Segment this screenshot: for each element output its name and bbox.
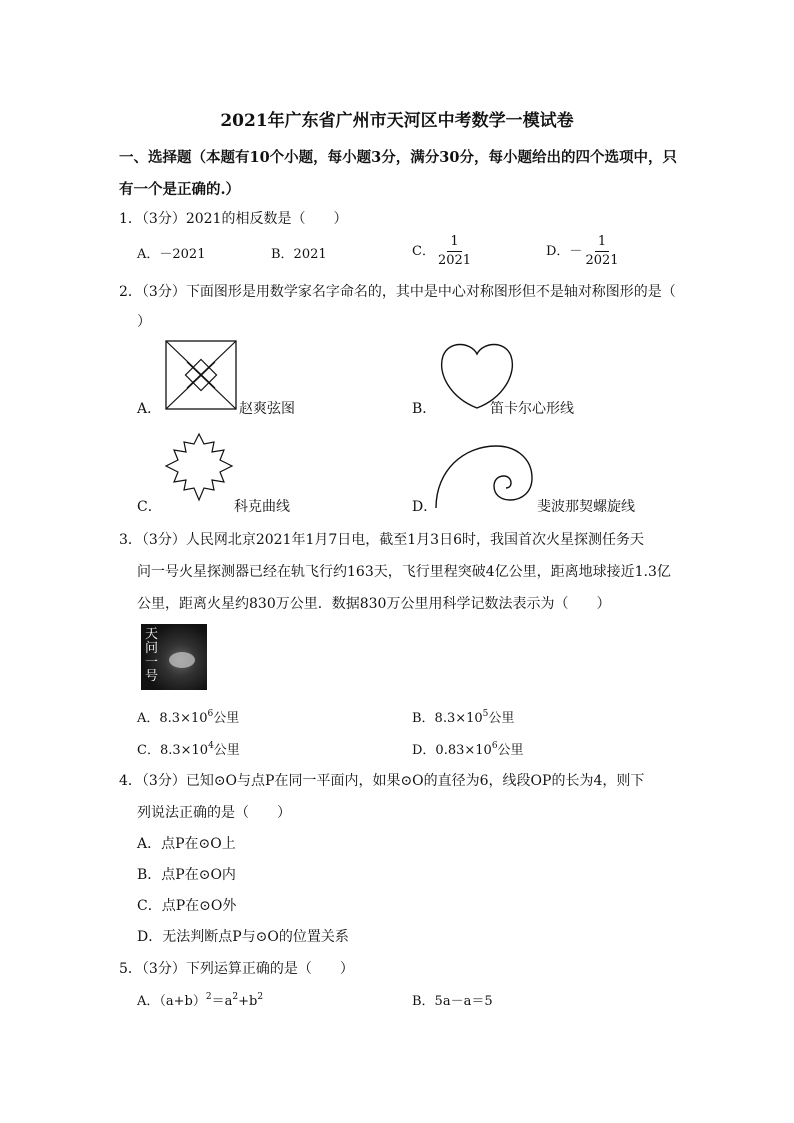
q1-option-a: A．－2021 bbox=[137, 247, 206, 262]
q4-stem-line1: 4．（3分）已知⊙O与点P在同一平面内，如果⊙O的直径为6，线段OP的长为4，则下 bbox=[119, 773, 645, 789]
q4-option-a: A．点P在⊙O上 bbox=[137, 836, 236, 852]
q1-option-b: B．2021 bbox=[271, 247, 327, 262]
zhaoshuang-square-figure bbox=[165, 340, 237, 410]
q1-option-d bbox=[546, 233, 622, 270]
q3-a-unit: 公里 bbox=[213, 711, 240, 726]
tianwen-probe-photo bbox=[141, 624, 207, 690]
q3-c-unit: 公里 bbox=[213, 743, 240, 758]
q5-a-expr: A．（a+b） bbox=[137, 994, 206, 1009]
q2-option-b-caption: 笛卡尔心形线 bbox=[490, 401, 574, 417]
q1-d-numerator: 1 bbox=[595, 233, 609, 252]
q3-a-exponent: 6 bbox=[207, 709, 214, 719]
q1-option-d-fraction bbox=[582, 233, 621, 270]
q3-b-base: B．8.3×10 bbox=[412, 711, 483, 726]
q3-d-base: D．0.83×10 bbox=[412, 743, 492, 758]
q3-option-b bbox=[412, 707, 514, 726]
q3-c-exponent: 4 bbox=[208, 741, 214, 751]
q3-c-base: C．8.3×10 bbox=[137, 743, 209, 758]
q4-option-c: C．点P在⊙O外 bbox=[137, 898, 237, 914]
q5-option-b: B．5a－a＝5 bbox=[412, 994, 493, 1009]
q1-stem: 1．（3分）2021的相反数是（ ） bbox=[119, 211, 348, 227]
fibonacci-spiral-figure bbox=[434, 440, 534, 510]
q2-option-d-label: D． bbox=[412, 499, 438, 515]
q5-a-mid: ＝a bbox=[211, 994, 233, 1009]
q4-stem-line2: 列说法正确的是（ ） bbox=[137, 805, 291, 821]
q3-option-d bbox=[412, 739, 524, 758]
q3-d-unit: 公里 bbox=[497, 743, 524, 758]
page-title: 2021年广东省广州市天河区中考数学一模试卷 bbox=[220, 111, 574, 131]
q3-stem-line1: 3．（3分）人民网北京2021年1月7日电，截至1月3日6时，我国首次火星探测任务天 bbox=[119, 532, 644, 548]
q3-a-base: A．8.3×10 bbox=[137, 711, 208, 726]
q3-stem-line2: 问一号火星探测器已经在轨飞行约163天，飞行里程突破4亿公里，距离地球接近1.3亿 bbox=[137, 564, 671, 580]
q1-option-c-fraction bbox=[435, 233, 474, 270]
q3-b-unit: 公里 bbox=[488, 711, 515, 726]
probe-shape bbox=[169, 652, 195, 668]
q5-a-exp2: 2 bbox=[232, 992, 239, 1002]
q2-option-c-caption: 科克曲线 bbox=[234, 499, 290, 515]
q2-option-c-label: C． bbox=[137, 499, 162, 515]
koch-snowflake-figure bbox=[162, 432, 236, 502]
q1-c-numerator: 1 bbox=[447, 233, 461, 252]
q1-option-d-label: D．－ bbox=[546, 244, 583, 259]
q5-a-exp1: 2 bbox=[205, 992, 212, 1002]
q1-option-c-label: C． bbox=[412, 244, 435, 259]
q5-a-exp3: 2 bbox=[257, 992, 264, 1002]
q1-d-denominator: 2021 bbox=[585, 253, 619, 268]
q2-stem-line1: 2．（3分）下面图形是用数学家名字命名的，其中是中心对称图形但不是轴对称图形的是（ bbox=[119, 284, 676, 300]
q2-option-b-label: B． bbox=[412, 401, 437, 417]
q2-stem-line2: ） bbox=[137, 314, 151, 330]
q1-c-denominator: 2021 bbox=[437, 253, 472, 268]
section-heading-line2: 有一个是正确的.） bbox=[119, 181, 241, 198]
q5-option-a bbox=[137, 990, 263, 1009]
q3-option-a bbox=[137, 707, 239, 726]
q4-option-d: D．无法判断点P与⊙O的位置关系 bbox=[137, 929, 349, 945]
q2-option-a-label: A． bbox=[137, 401, 162, 417]
q3-stem-line3: 公里，距离火星约830万公里．数据830万公里用科学记数法表示为（ ） bbox=[137, 596, 611, 612]
photo-lettering: 天问一号 bbox=[145, 627, 159, 684]
q5-stem: 5．（3分）下列运算正确的是（ ） bbox=[119, 961, 354, 977]
q5-a-plus: +b bbox=[238, 994, 258, 1009]
q3-b-exponent: 5 bbox=[482, 709, 489, 719]
q4-option-b: B．点P在⊙O内 bbox=[137, 867, 236, 883]
section-heading-line1: 一、选择题（本题有10个小题，每小题3分，满分30分，每小题给出的四个选项中，只 bbox=[119, 149, 677, 166]
q2-option-a-caption: 赵爽弦图 bbox=[239, 401, 295, 417]
q2-option-d-caption: 斐波那契螺旋线 bbox=[537, 499, 635, 515]
q1-option-c bbox=[412, 233, 474, 270]
q3-option-c bbox=[137, 739, 240, 758]
q3-d-exponent: 6 bbox=[491, 741, 498, 751]
